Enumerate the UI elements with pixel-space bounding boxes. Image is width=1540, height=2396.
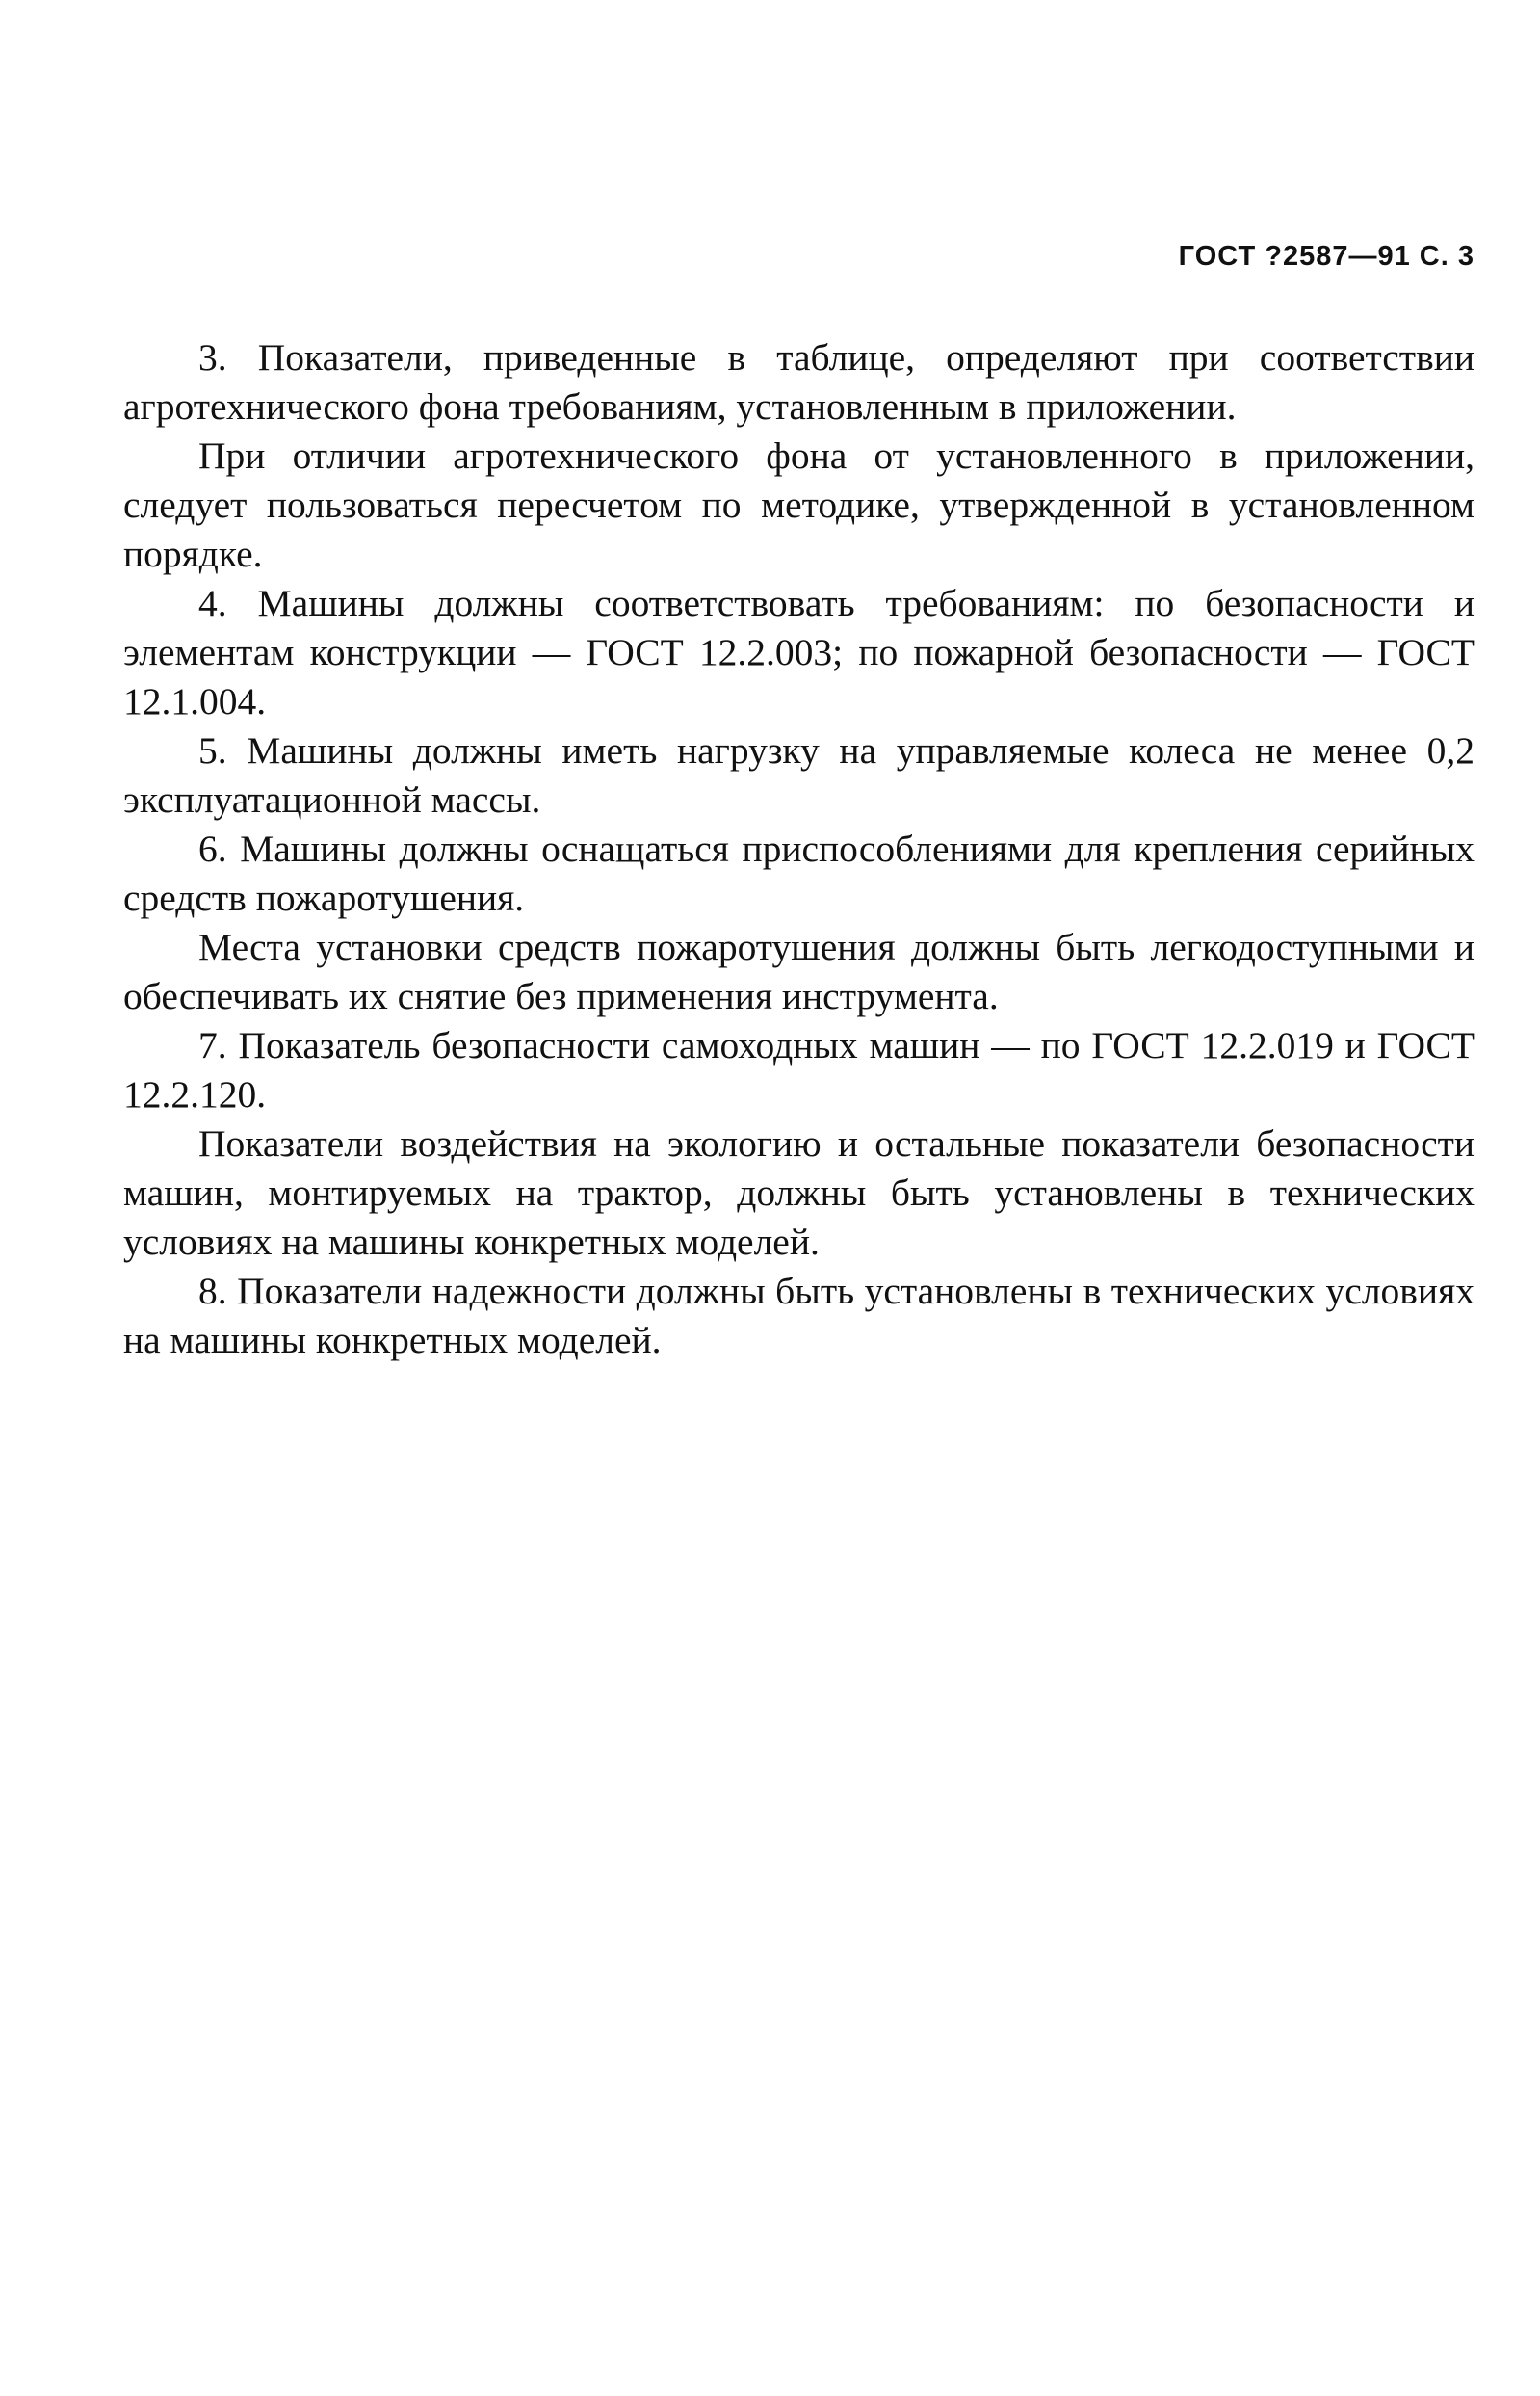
paragraph-8: 8. Показатели надежности должны быть установлены в технических условиях на машины конкретных моделей.	[123, 1270, 1475, 1361]
paragraph-4: 4. Машины должны соответствовать требованиям: по безопасности и элементам конструкции — ГОСТ 12.2.003; по пожарной безопасности — ГОСТ 12.1.004.	[123, 582, 1475, 723]
paragraph-7-note: Показатели воздействия на экологию и остальные показатели безопасности машин, монтируемых на трактор, должны быть установлены в технических условиях на машины конкретных моделей.	[123, 1122, 1475, 1263]
paragraph-6-note: Места установки средств пожаротушения должны быть легкодоступными и обеспечивать их снятие без применения инструмента.	[123, 926, 1475, 1017]
document-body	[123, 333, 1475, 1365]
paragraph-7: 7. Показатель безопасности самоходных машин — по ГОСТ 12.2.019 и ГОСТ 12.2.120.	[123, 1024, 1475, 1116]
paragraph-6: 6. Машины должны оснащаться приспособлениями для крепления серийных средств пожаротушения.	[123, 828, 1475, 919]
paragraph-3: 3. Показатели, приведенные в таблице, определяют при соответствии агротехнического фона требованиям, установленным в приложении.	[123, 336, 1475, 428]
paragraph-3-note: При отличии агротехнического фона от установленного в приложении, следует пользоваться пересчетом по методике, утвержденной в установленном порядке.	[123, 434, 1475, 575]
page-header: ГОСТ ?2587—91 С. 3	[1178, 241, 1475, 272]
paragraph-5: 5. Машины должны иметь нагрузку на управляемые колеса не менее 0,2 эксплуатационной массы.	[123, 729, 1475, 821]
